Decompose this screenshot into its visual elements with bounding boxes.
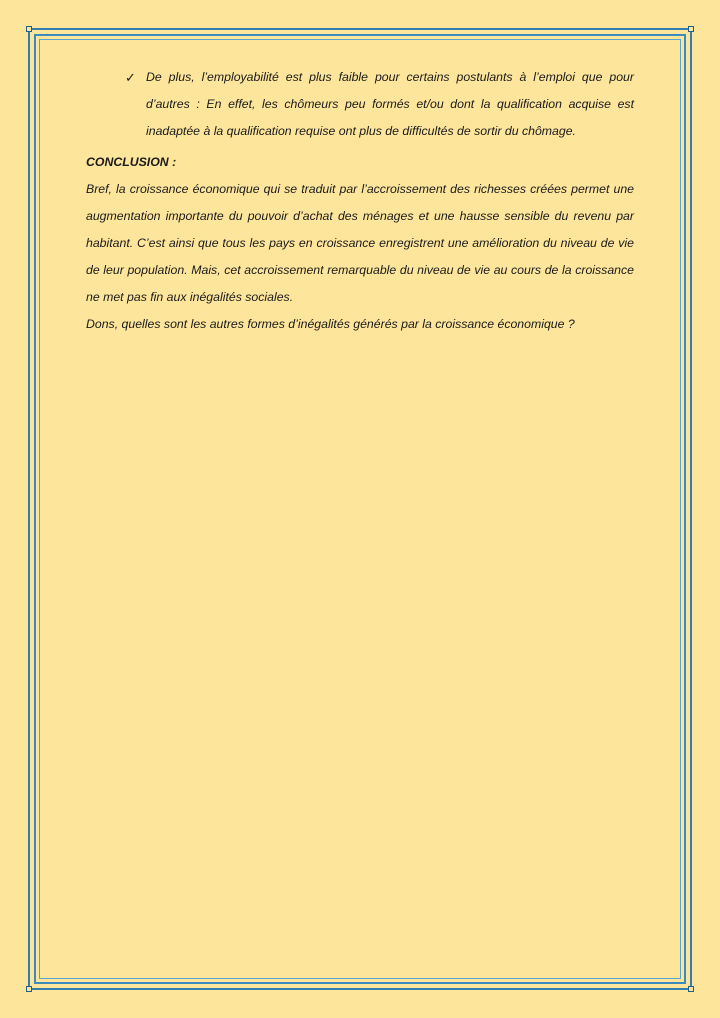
corner-ornament <box>26 986 32 992</box>
bullet-item <box>86 64 634 145</box>
corner-ornament <box>688 986 694 992</box>
conclusion-heading: CONCLUSION : <box>86 155 177 169</box>
conclusion-paragraph: Bref, la croissance économique qui se traduit par l’accroissement des richesses créées permet une augmentation importante du pouvoir d’achat des ménages et une hausse sensible du revenu par habitant. C’est ainsi que tous les pays en croissance enregistrent une amélioration du niveau de vie de leur population. Mais, cet accroissement remarquable du niveau de vie au cours de la croissance ne met pas fin aux inégalités sociales. <box>86 182 634 304</box>
document-content <box>86 64 634 338</box>
conclusion-question: Dons, quelles sont les autres formes d’inégalités générés par la croissance économique ? <box>86 317 575 331</box>
corner-ornament <box>26 26 32 32</box>
corner-ornament <box>688 26 694 32</box>
check-icon: ✓ <box>125 70 136 85</box>
bullet-text: De plus, l’employabilité est plus faible pour certains postulants à l’emploi que pour d’autres : En effet, les chômeurs peu formés et/ou dont la qualification acquise est inadaptée à la qualification requise ont plus de difficultés de sortir du chômage. <box>146 70 634 138</box>
